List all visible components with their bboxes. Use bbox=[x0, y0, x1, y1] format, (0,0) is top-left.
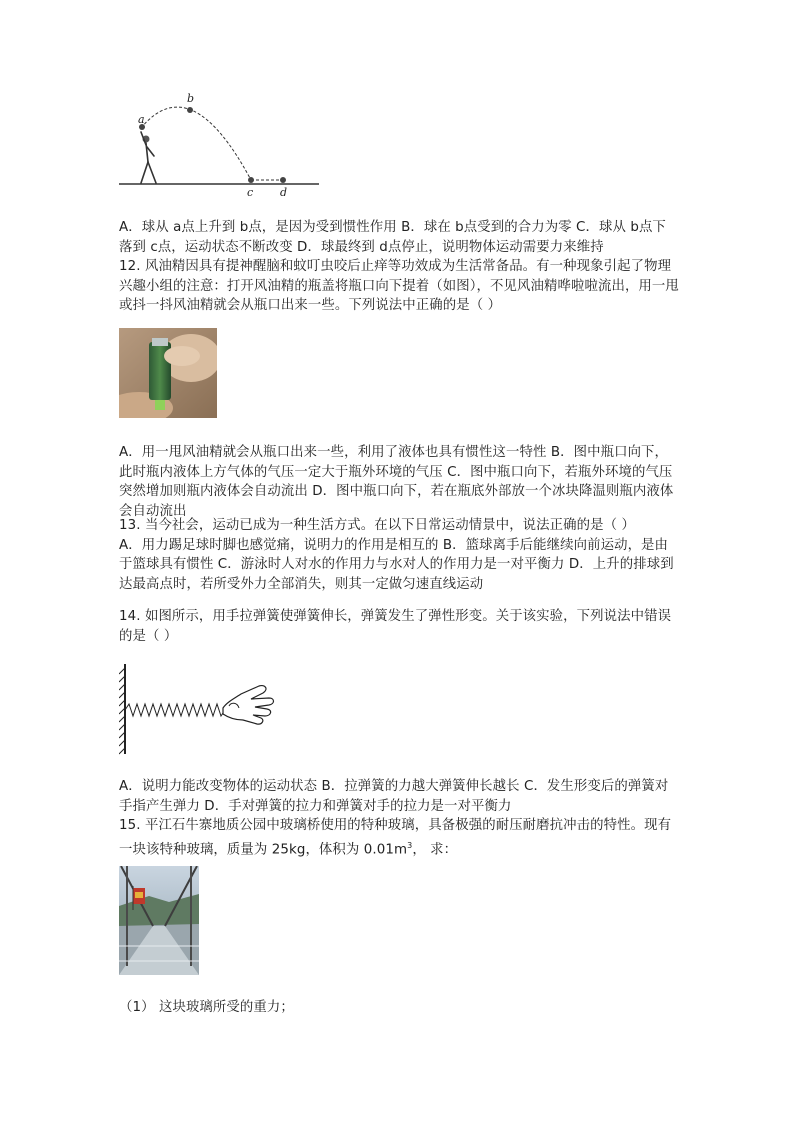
q13-options-text: A．用力踢足球时脚也感觉痛，说明力的作用是相互的 B．篮球离手后能继续向前运动，是由于篮球具有惯性 C．游泳时人对水的作用力与水对人的作用力是一对平衡力 D．上升的排球到达最高点时，若所受外力全部消失，则其一定做匀速直线运动 bbox=[119, 537, 674, 592]
question-12-stem bbox=[119, 257, 679, 316]
q15-stem-superscript: 3 bbox=[407, 840, 413, 850]
ball-d bbox=[280, 177, 286, 183]
spring bbox=[125, 704, 225, 716]
q15-stem-text bbox=[119, 816, 679, 859]
q14-options-text: A．说明力能改变物体的运动状态 B．拉弹簧的力越大弹簧伸长越长 C．发生形变后的弹簧对手指产生弹力 D．手对弹簧的拉力和弹簧对手的拉力是一对平衡力 bbox=[119, 779, 669, 814]
q15-stem-tail: ， 求： bbox=[412, 841, 458, 857]
q12-stem-text: 12. 风油精因具有提神醒脑和蚊叮虫咬后止痒等功效成为生活常备品。有一种现象引起了物理兴趣小组的注意：打开风油精的瓶盖将瓶口向下提着（如图），不见风油精哗啦啦流出，用一甩或抖一抖风油精就会从瓶口出来一些。下列说法中正确的是（ ） bbox=[119, 259, 679, 313]
ball-c bbox=[248, 177, 254, 183]
label-a: a bbox=[138, 113, 145, 126]
question-15-sub1 bbox=[119, 998, 679, 1018]
question-13 bbox=[119, 516, 679, 594]
glass-bridge-photo bbox=[119, 866, 199, 975]
trajectory-curve bbox=[141, 107, 251, 180]
label-d: d bbox=[280, 186, 288, 199]
q15-sub1-text: （1） 这块玻璃所受的重力； bbox=[119, 1000, 294, 1015]
ball-trajectory-figure bbox=[119, 90, 319, 202]
label-c: c bbox=[247, 186, 254, 199]
person-figure bbox=[141, 132, 156, 183]
ball-b bbox=[187, 107, 193, 113]
question-11-options bbox=[119, 218, 679, 257]
q15-stem-main: 15. 平江石牛寨地质公园中玻璃桥使用的特种玻璃，具备极强的耐压耐磨抗冲击的特性。现有一块该特种玻璃，质量为 25kg，体积为 0.01m bbox=[119, 818, 672, 857]
question-14-options bbox=[119, 777, 679, 816]
spring-hand-figure bbox=[119, 662, 279, 757]
question-12-options bbox=[119, 443, 679, 521]
question-15-stem bbox=[119, 816, 679, 859]
label-b: b bbox=[187, 92, 195, 105]
q14-stem-text: 14. 如图所示，用手拉弹簧使弹簧伸长，弹簧发生了弹性形变。关于该实验，下列说法中错误的是（ ） bbox=[119, 609, 672, 644]
hand-icon bbox=[223, 686, 274, 725]
question-14-stem bbox=[119, 607, 679, 646]
q13-stem-text: 13. 当今社会，运动已成为一种生活方式。在以下日常运动情景中，说法正确的是（ ） bbox=[119, 518, 635, 533]
q11-options-text: A．球从 a点上升到 b点，是因为受到惯性作用 B．球在 b点受到的合力为零 C．球从 b点下落到 c点，运动状态不断改变 D．球最终到 d点停止，说明物体运动需要力来维持 bbox=[119, 220, 666, 255]
oil-bottle-photo bbox=[119, 328, 217, 418]
q12-options-text: A．用一甩风油精就会从瓶口出来一些，利用了液体也具有惯性这一特性 B．图中瓶口向下，此时瓶内液体上方气体的气压一定大于瓶外环境的气压 C．图中瓶口向下，若瓶外环境的气压突然增加则瓶内液体会自动流出 D．图中瓶口向下，若在瓶底外部放一个冰块降温则瓶内液体会自动流出 bbox=[119, 445, 674, 519]
